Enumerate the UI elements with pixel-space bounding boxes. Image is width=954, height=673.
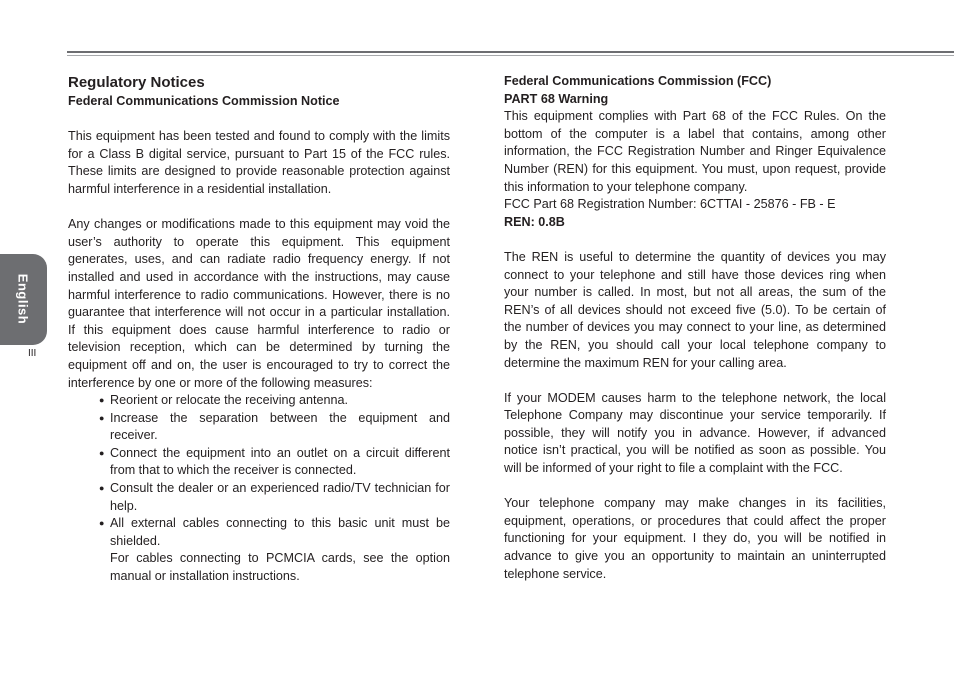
left-column bbox=[68, 73, 450, 586]
paragraph-class-b: This equipment has been tested and found to comply with the limits for a Class B digital service, pursuant to Part 15 of the FCC rules. These limits are designed to provide reasonable protection against harmful interference in a residential installation. bbox=[68, 129, 450, 196]
section-subtitle: Federal Communications Commission Notice bbox=[68, 94, 340, 108]
language-tab-label: English bbox=[15, 273, 31, 325]
list-item: ● Connect the equipment into an outlet on a circuit different from that to which the receiver is connected. bbox=[99, 445, 450, 480]
spacer bbox=[504, 478, 886, 496]
page-number: III bbox=[28, 348, 37, 359]
paragraph-telephone-company: Your telephone company may make changes in its facilities, equipment, operations, or procedures that could affect the proper functioning for your equipment. I they do, you will be notified in advance to give you an opportunity to maintain an uninterrupted telephone service. bbox=[504, 496, 886, 581]
page-title: Regulatory Notices bbox=[68, 74, 205, 91]
list-item: ● All external cables connecting to this basic unit must be shielded. bbox=[99, 515, 450, 550]
paragraph-modem: If your MODEM causes harm to the telephone network, the local Telephone Company may discontinue your service temporarily. If possible, they will notify you in advance. However, if advanced notice isn’t practical, you will be notified as soon as possible. You will be informed of your right to file a complaint with the FCC. bbox=[504, 390, 886, 476]
list-item: ● Reorient or relocate the receiving antenna. bbox=[99, 392, 450, 410]
registration-number: FCC Part 68 Registration Number: 6CTTAI - 25876 - FB - E bbox=[504, 197, 836, 212]
spacer bbox=[504, 231, 886, 249]
spacer bbox=[68, 111, 450, 129]
pcmcia-note: For cables connecting to PCMCIA cards, see the option manual or installation instructions. bbox=[110, 551, 450, 584]
part68-heading: PART 68 Warning bbox=[504, 91, 609, 106]
measures-list bbox=[68, 392, 450, 586]
list-item: ● Increase the separation between the equipment and receiver. bbox=[99, 410, 450, 445]
spacer bbox=[68, 199, 450, 217]
paragraph-ren: The REN is useful to determine the quantity of devices you may connect to your telephone and still have those devices ring when your number is called. In most, but not all areas, the sum of the REN’s of all devices should not exceed five (5.0). To be certain of the number of devices you may connect to your line, as determined by the REN, you should call your local telephone company to determine the maximum REN for your calling area. bbox=[504, 249, 886, 370]
paragraph-modifications: Any changes or modifications made to this equipment may void the user’s authority to operate this equipment. This equipment generates, uses, and can radiate radio frequency energy. If not installed and used in accordance with the instructions, may cause harmful interference to radio communications. However, there is no guarantee that interference will not occur in a particular installation. If this equipment does cause harmful interference to radio or television reception, which can be determined by turning the equipment off and on, the user is encouraged to try to correct the interference by one or more of the following measures: bbox=[68, 217, 450, 390]
right-column bbox=[504, 73, 886, 583]
language-tab[interactable] bbox=[0, 254, 47, 345]
paragraph-part68: This equipment complies with Part 68 of the FCC Rules. On the bottom of the computer is a label that contains, among other information, the FCC Registration Number and Ringer Equivalence Number (REN) for this equipment. You must, upon request, provide this information to your telephone company. bbox=[504, 109, 886, 194]
header-rule-thin bbox=[67, 55, 954, 56]
ren-value: REN: 0.8B bbox=[504, 214, 565, 229]
fcc-heading: Federal Communications Commission (FCC) bbox=[504, 74, 772, 88]
list-item: ● Consult the dealer or an experienced radio/TV technician for help. bbox=[99, 480, 450, 515]
header-rule-thick bbox=[67, 51, 954, 53]
spacer bbox=[504, 372, 886, 390]
